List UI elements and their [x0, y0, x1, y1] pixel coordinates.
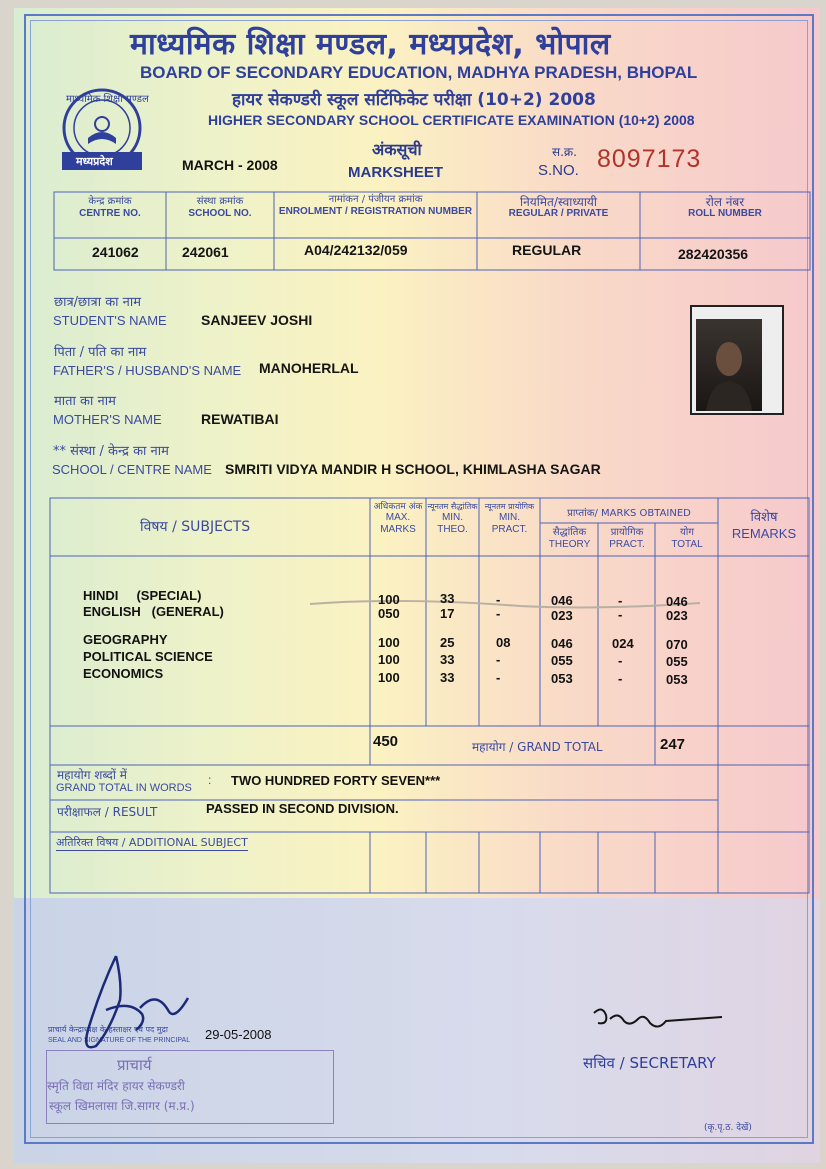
stamp-line-1: प्राचार्य	[117, 1056, 152, 1074]
subject-name: GEOGRAPHY	[83, 632, 168, 647]
total-cell: 046	[666, 594, 688, 609]
remarks-header: विशेष REMARKS	[731, 510, 797, 541]
marksheet-hindi: अंकसूची	[372, 140, 422, 159]
board-title-english: BOARD OF SECONDARY EDUCATION, MADHYA PRADESH, BHOPAL	[140, 63, 698, 82]
result-label: परीक्षाफल / RESULT	[57, 805, 158, 819]
result-value: PASSED IN SECOND DIVISION.	[206, 801, 399, 816]
max-marks-cell: 100	[378, 635, 400, 650]
student-name-value: SANJEEV JOSHI	[201, 312, 313, 328]
seal-bottom-text: मध्यप्रदेश	[76, 155, 113, 168]
max-marks-cell: 050	[378, 606, 400, 621]
board-title-hindi: माध्यमिक शिक्षा मण्डल, मध्यप्रदेश, भोपाल	[130, 27, 611, 62]
practical-cell: -	[618, 671, 623, 686]
subject-name: ECONOMICS	[83, 666, 164, 681]
total-cell: 023	[666, 608, 688, 623]
sno-label: S.NO.	[538, 162, 579, 179]
centre-no-value: 241062	[92, 244, 139, 260]
school-no-value: 242061	[182, 244, 229, 260]
pto-note: (कृ.पृ.ठ. देखें)	[704, 1123, 752, 1133]
stamp-line-2: स्मृति विद्या मंदिर हायर सेकण्डरी	[47, 1079, 185, 1093]
exam-title-hindi: हायर सेकण्डरी स्कूल सर्टिफिकेट परीक्षा (10+2) 2008	[232, 90, 596, 110]
min-practical-cell: 08	[496, 635, 511, 650]
min-practical-cell: -	[496, 606, 501, 621]
session: MARCH - 2008	[182, 157, 278, 173]
exam-title-english: HIGHER SECONDARY SCHOOL CERTIFICATE EXAMINATION (10+2) 2008	[208, 112, 695, 128]
max-marks-cell: 100	[378, 652, 400, 667]
seal-top-text: माध्यमिक शिक्षा मण्डल	[66, 94, 149, 105]
school-no-header: संस्था क्रमांक SCHOOL NO.	[188, 196, 252, 219]
min-theory-header: न्यूनतम सैद्धांतिक MIN. THEO.	[427, 502, 478, 535]
words-colon: :	[208, 773, 212, 787]
max-marks-header: अधिकतम अंक MAX. MARKS	[373, 502, 423, 535]
total-header: योग TOTAL	[671, 527, 703, 550]
sno-hindi: स.क्र.	[552, 145, 577, 159]
subject-name: HINDI (SPECIAL)	[83, 588, 202, 603]
grand-total-value: 247	[660, 736, 686, 753]
stamp-line-3: स्कूल खिमलासा जि.सागर (म.प्र.)	[49, 1099, 195, 1113]
roll-number-header: रोल नंबर ROLL NUMBER	[688, 195, 762, 219]
total-cell: 055	[666, 654, 688, 669]
min-theory-cell: 33	[440, 652, 455, 667]
student-name-hindi: छात्र/छात्रा का नाम	[54, 295, 142, 310]
practical-cell: -	[618, 653, 623, 668]
total-cell: 070	[666, 637, 688, 652]
marksheet-title: MARKSHEET	[348, 164, 444, 181]
min-practical-cell: -	[496, 652, 501, 667]
school-name-hindi: ** संस्था / केन्द्र का नाम	[53, 444, 169, 459]
roll-number-value: 282420356	[678, 246, 749, 262]
enrolment-value: A04/242132/059	[304, 242, 408, 258]
school-name-value: SMRITI VIDYA MANDIR H SCHOOL, KHIMLASHA SAGAR	[225, 461, 601, 477]
words-hindi: महायोग शब्दों में	[57, 768, 127, 782]
subject-name: ENGLISH (GENERAL)	[83, 604, 224, 619]
min-theory-cell: 33	[440, 591, 455, 606]
mother-name-label: MOTHER'S NAME	[53, 412, 162, 427]
min-theory-cell: 17	[440, 606, 455, 621]
theory-cell: 023	[551, 608, 573, 623]
words-label: GRAND TOTAL IN WORDS	[56, 782, 192, 794]
theory-header: सैद्धांतिक THEORY	[548, 527, 591, 550]
subject-name: POLITICAL SCIENCE	[83, 649, 213, 664]
marks-obtained-header: प्राप्तांक/ MARKS OBTAINED	[567, 508, 691, 519]
min-practical-header: न्यूनतम प्रायोगिक MIN. PRACT.	[484, 502, 535, 535]
father-name-value: MANOHERLAL	[259, 360, 359, 376]
principal-signature-icon	[70, 950, 200, 1060]
practical-cell: -	[618, 607, 623, 622]
regular-private-value: REGULAR	[512, 242, 582, 258]
additional-subject-label: अतिरिक्त विषय / ADDITIONAL SUBJECT	[56, 836, 248, 849]
theory-cell: 046	[551, 593, 573, 608]
theory-cell: 046	[551, 636, 573, 651]
theory-cell: 053	[551, 671, 573, 686]
centre-no-header: केन्द्र क्रमांक CENTRE NO.	[79, 196, 141, 219]
principal-stamp	[46, 1050, 334, 1124]
theory-cell: 055	[551, 653, 573, 668]
issue-date: 29-05-2008	[205, 1027, 272, 1042]
secretary-label: सचिव / SECRETARY	[583, 1054, 716, 1072]
total-in-words: TWO HUNDRED FORTY SEVEN***	[231, 773, 441, 788]
mother-name-hindi: माता का नाम	[54, 394, 116, 409]
regular-private-header: नियमित/स्वाध्यायी REGULAR / PRIVATE	[508, 195, 609, 219]
min-practical-cell: -	[496, 592, 501, 607]
practical-cell: -	[618, 593, 623, 608]
serial-number: 8097173	[597, 145, 702, 173]
portrait-icon	[706, 337, 752, 411]
principal-label: SEAL AND SIGNATURE OF THE PRINCIPAL	[48, 1037, 191, 1044]
secretary-signature-icon	[588, 1003, 728, 1043]
min-practical-cell: -	[496, 670, 501, 685]
subjects-header: विषय / SUBJECTS	[140, 519, 251, 535]
father-name-label: FATHER'S / HUSBAND'S NAME	[53, 363, 242, 378]
father-name-hindi: पिता / पति का नाम	[54, 345, 147, 360]
student-name-label: STUDENT'S NAME	[53, 313, 167, 328]
practical-cell: 024	[612, 636, 634, 651]
student-photo	[690, 305, 784, 415]
school-name-label: SCHOOL / CENTRE NAME	[52, 462, 212, 477]
mother-name-value: REWATIBAI	[201, 411, 279, 427]
max-marks-cell: 100	[378, 592, 400, 607]
enrolment-header: नामांकन / पंजीयन क्रमांक ENROLMENT / REGISTRATION NUMBER	[278, 194, 473, 217]
practical-header: प्रायोगिक PRACT.	[609, 527, 645, 550]
min-theory-cell: 33	[440, 670, 455, 685]
min-theory-cell: 25	[440, 635, 455, 650]
max-marks-total: 450	[373, 733, 399, 750]
max-marks-cell: 100	[378, 670, 400, 685]
principal-label-hindi: प्राचार्य केन्द्राध्यक्ष के हस्ताक्षर एवं पद मुद्रा	[48, 1025, 168, 1034]
total-cell: 053	[666, 672, 688, 687]
grand-total-label: महायोग / GRAND TOTAL	[472, 740, 603, 754]
